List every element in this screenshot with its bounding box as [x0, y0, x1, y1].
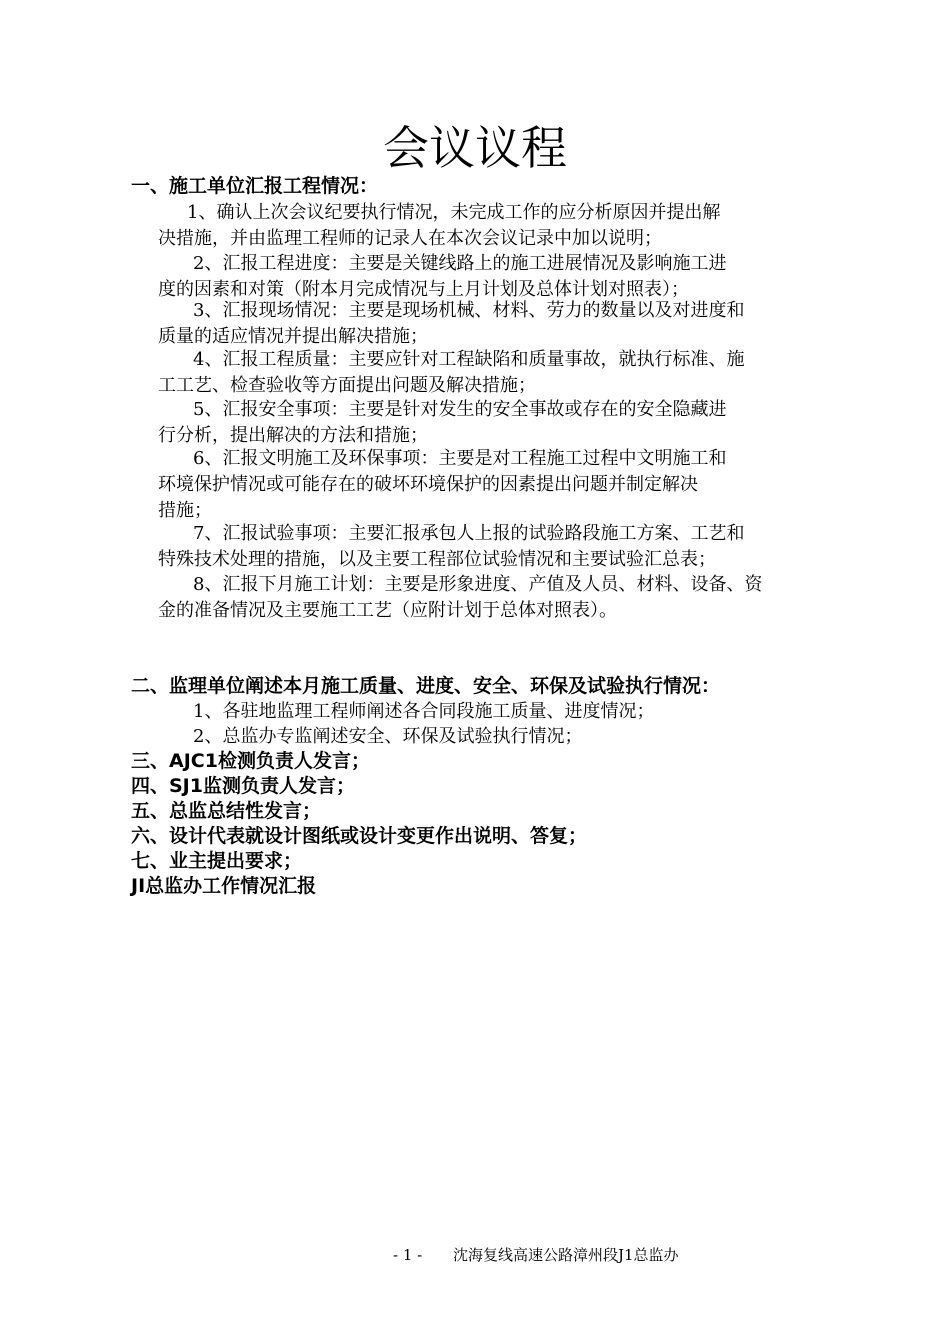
agenda-item-1-8 — [158, 572, 762, 624]
item-line: 3、汇报现场情况：主要是现场机械、材料、劳力的数量以及对进度和 — [193, 300, 745, 321]
agenda-item-2-1: 1、各驻地监理工程师阐述各合同段施工质量、进度情况； — [193, 701, 655, 722]
agenda-item-2-2: 2、总监办专监阐述安全、环保及试验执行情况； — [193, 726, 583, 747]
footer-organization: 沈海复线高速公路漳州段J1总监办 — [453, 1246, 679, 1264]
agenda-item-1-3 — [158, 298, 744, 350]
item-line: 金的准备情况及主要施工工艺（应附计划于总体对照表）。 — [158, 600, 617, 621]
section-7-heading: 七、业主提出要求； — [131, 850, 303, 872]
page-number: - 1 - — [393, 1246, 423, 1264]
section-5-heading: 五、总监总结性发言； — [131, 800, 322, 822]
item-line: 工工艺、检查验收等方面提出问题及解决措施； — [158, 375, 536, 396]
item-line: 措施； — [158, 500, 212, 521]
agenda-item-1-6 — [158, 446, 726, 524]
item-line: 度的因素和对策（附本月完成情况与上月计划及总体计划对照表）； — [158, 279, 689, 300]
item-line: 特殊技术处理的措施，以及主要工程部位试验情况和主要试验汇总表； — [158, 549, 716, 570]
item-line: 6、汇报文明施工及环保事项：主要是对工程施工过程中文明施工和 — [193, 448, 727, 469]
section-4-heading: 四、SJ1监测负责人发言； — [131, 775, 355, 797]
agenda-item-1-1 — [158, 200, 720, 252]
item-line: 7、汇报试验事项：主要汇报承包人上报的试验路段施工方案、工艺和 — [193, 523, 745, 544]
item-line: 质量的适应情况并提出解决措施； — [158, 326, 428, 347]
section-3-heading: 三、AJC1检测负责人发言； — [131, 750, 370, 772]
item-line: 行分析，提出解决的方法和措施； — [158, 425, 428, 446]
item-line: 1、确认上次会议纪要执行情况，未完成工作的应分析原因并提出解 — [187, 202, 721, 223]
section-1-heading: 一、施工单位汇报工程情况： — [131, 175, 379, 197]
item-line: 5、汇报安全事项：主要是针对发生的安全事故或存在的安全隐藏进 — [193, 399, 727, 420]
item-line: 决措施，并由监理工程师的记录人在本次会议记录中加以说明； — [158, 228, 662, 249]
section-6-heading: 六、设计代表就设计图纸或设计变更作出说明、答复； — [131, 825, 588, 847]
item-line: 8、汇报下月施工计划：主要是形象进度、产值及人员、材料、设备、资 — [193, 574, 763, 595]
agenda-item-1-7 — [158, 521, 744, 573]
agenda-item-1-2 — [158, 251, 726, 303]
item-line: 环境保护情况或可能存在的破坏环境保护的因素提出问题并制定解决 — [158, 474, 698, 495]
agenda-item-1-4 — [158, 347, 744, 399]
agenda-item-1-5 — [158, 397, 726, 449]
section-8-heading: JI总监办工作情况汇报 — [131, 875, 317, 897]
section-2-heading: 二、监理单位阐述本月施工质量、进度、安全、环保及试验执行情况： — [131, 675, 721, 697]
item-line: 4、汇报工程质量：主要应针对工程缺陷和质量事故，就执行标准、施 — [193, 349, 745, 370]
page-title: 会议议程 — [383, 121, 567, 175]
item-line: 2、汇报工程进度：主要是关键线路上的施工进展情况及影响施工进 — [193, 253, 727, 274]
